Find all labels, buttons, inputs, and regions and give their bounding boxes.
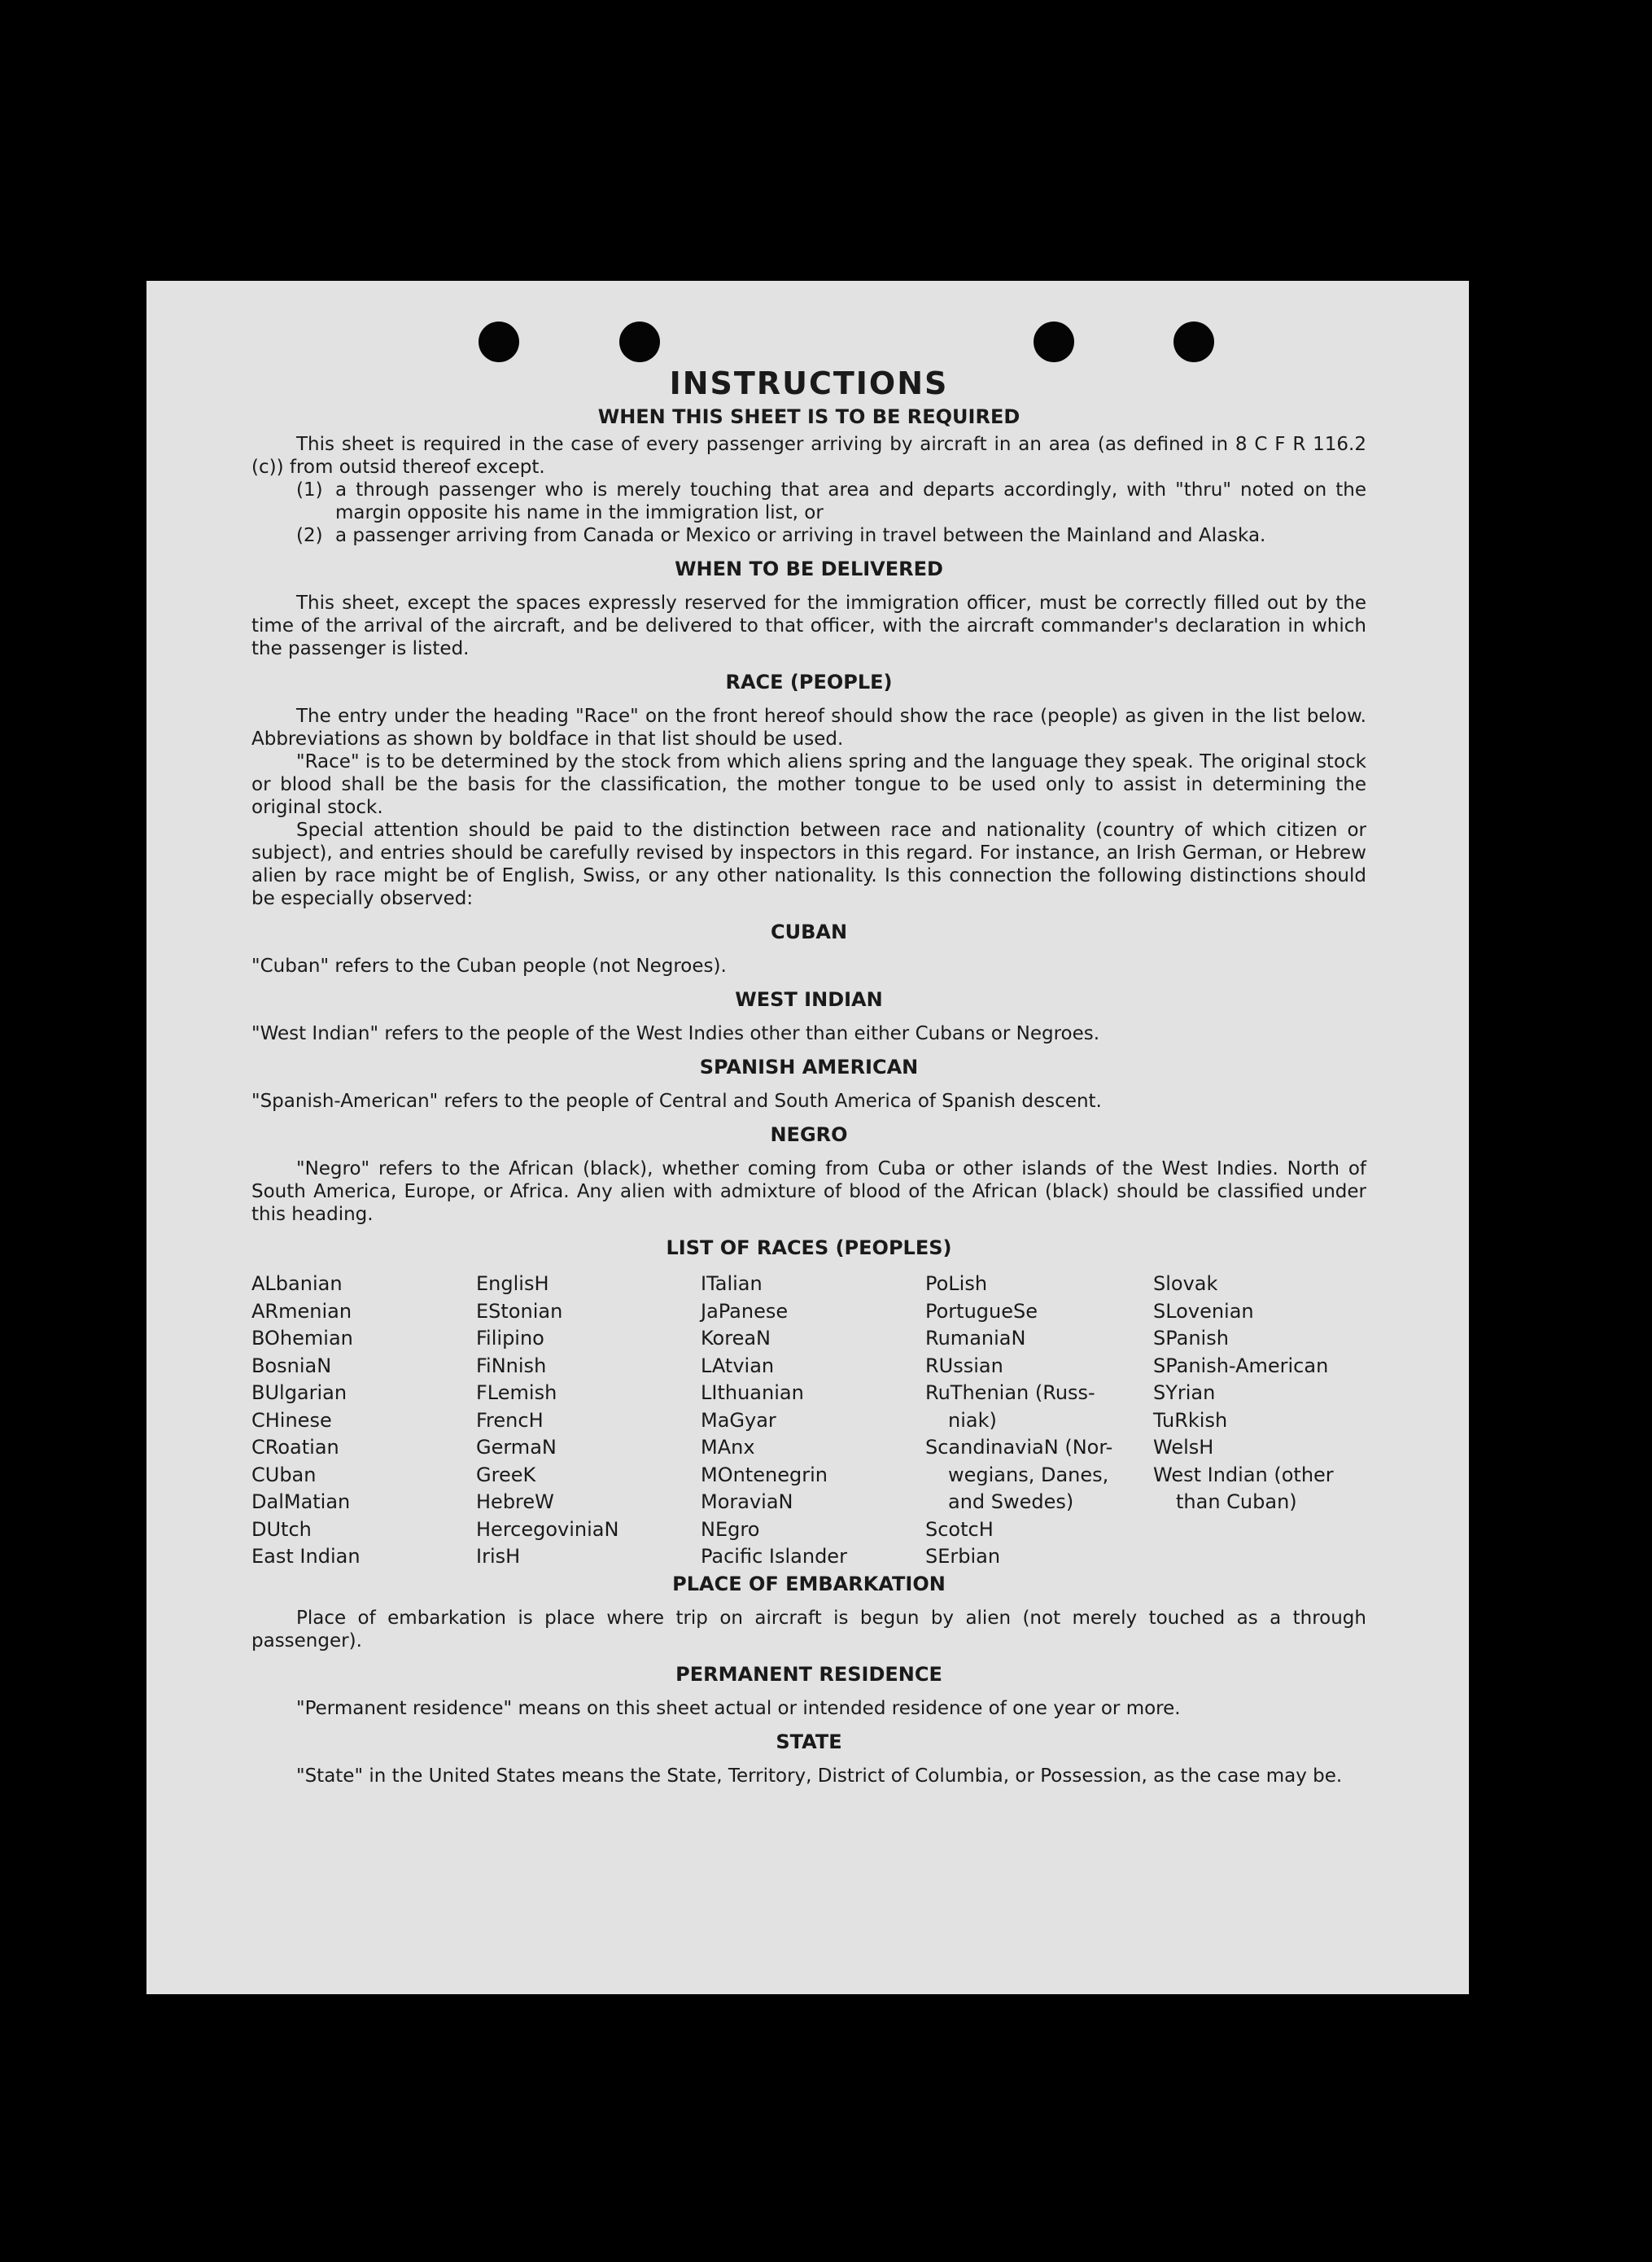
heading-spanish-american: SPANISH AMERICAN [699,1056,919,1078]
race-entry: FrencH [476,1408,544,1432]
heading-when-delivered: WHEN TO BE DELIVERED [675,558,943,580]
race-entry: SPanish-American [1153,1354,1329,1377]
race-entry: Slovak [1153,1272,1218,1295]
race-entry: SPanish [1153,1327,1229,1350]
heading-embarkation: PLACE OF EMBARKATION [672,1572,946,1595]
race-entry: EStonian [476,1299,563,1323]
race-entry: ARmenian [251,1299,352,1323]
heading-list-of-races: LIST OF RACES (PEOPLES) [666,1236,952,1259]
spanish-american-text: "Spanish-American" refers to the people of Central and South America of Spanish descent. [251,1091,1102,1112]
instructions-content [251,365,1366,1787]
race-entry: RuThenian (Russ- [925,1381,1095,1404]
race-entry: WelsH [1153,1436,1214,1459]
punch-hole [1034,322,1074,362]
west-indian-text: "West Indian" refers to the people of the West Indies other than either Cubans or Negroes. [251,1023,1100,1044]
races-column [701,1271,925,1571]
race-entry: than Cuban) [1176,1490,1297,1513]
race-entry: wegians, Danes, [948,1463,1109,1486]
race-entry: HebreW [476,1490,554,1513]
page-title: INSTRUCTIONS [669,365,949,401]
race-paragraph: Special attention should be paid to the distinction between race and nationality (country of which citizen or subject), and entries should be carefully revised by inspectors in this regard. For instance, an Irish German, or Hebrew alien by race might be of English, Swiss, or any other nationality. Is this connection the following distinctions should be especially observed: [251,820,1366,909]
when-delivered-text: This sheet, except the spaces expressly reserved for the immigration officer, must be correctly filled out by the time of the arrival of the aircraft, and be delivered to that officer, with the aircraft commander's declaration in which the passenger is listed. [251,593,1366,659]
race-entry: niak) [948,1408,997,1432]
residence-text: "Permanent residence" means on this sheet actual or intended residence of one year or more. [296,1697,1181,1719]
heading-when-required: WHEN THIS SHEET IS TO BE REQUIRED [597,405,1020,428]
race-entry: RUssian [925,1354,1003,1377]
exception-list [296,479,1366,547]
heading-negro: NEGRO [770,1123,848,1146]
race-entry: EnglisH [476,1272,549,1295]
race-entry: SLovenian [1153,1299,1254,1323]
race-entry: and Swedes) [948,1490,1074,1513]
races-column [1153,1271,1366,1571]
races-column [251,1271,476,1571]
heading-cuban: CUBAN [770,921,848,943]
heading-permanent-residence: PERMANENT RESIDENCE [675,1662,942,1686]
race-entry: KoreaN [701,1327,771,1350]
race-entry: ScotcH [925,1517,994,1541]
race-entry: PoLish [925,1272,988,1295]
race-paragraph: "Race" is to be determined by the stock from which aliens spring and the language they speak. The original stock or blood shall be the basis for the classification, the mother tongue to be used only to assist in determining the original stock. [251,751,1366,818]
exception-item: (1) a through passenger who is merely touching that area and departs accordingly, with "thru" noted on the margin opposite his name in the immigration list, or [296,479,1366,523]
races-column [925,1271,1153,1571]
race-entry: GermaN [476,1436,557,1459]
race-entry: SErbian [925,1545,1001,1568]
race-entry: GreeK [476,1463,536,1486]
race-entry: ITalian [701,1272,763,1295]
race-entry: MOntenegrin [701,1463,828,1486]
state-text: "State" in the United States means the State, Territory, District of Columbia, or Possession, as the case may be. [296,1765,1343,1787]
race-entry: BUlgarian [251,1381,347,1404]
race-entry: PortugueSe [925,1299,1038,1323]
races-column [476,1271,701,1571]
heading-west-indian: WEST INDIAN [735,988,883,1011]
when-required-text: This sheet is required in the case of every passenger arriving by aircraft in an area (as defined in 8 C F R 116.2 (c)) from outsid thereof except. [251,434,1366,478]
race-entry: MAnx [701,1436,755,1459]
race-entry: DalMatian [251,1490,351,1513]
race-entry: SYrian [1153,1381,1216,1404]
race-entry: RumaniaN [925,1327,1026,1350]
race-entry: TuRkish [1153,1408,1228,1432]
race-entry: Filipino [476,1327,544,1350]
embarkation-text: Place of embarkation is place where trip on aircraft is begun by alien (not merely touched as a through passenger). [251,1607,1366,1652]
race-entry: FiNnish [476,1354,547,1377]
race-entry: ScandinaviaN (Nor- [925,1436,1113,1459]
exception-item: (2) a passenger arriving from Canada or Mexico or arriving in travel between the Mainland and Alaska. [296,525,1266,546]
race-entry: HercegoviniaN [476,1517,619,1541]
race-entry: CRoatian [251,1436,339,1459]
punch-hole [1173,322,1214,362]
negro-text: "Negro" refers to the African (black), whether coming from Cuba or other islands of the West Indies. North of South America, Europe, or Africa. Any alien with admixture of blood of the African (black) should be classified under this heading. [251,1158,1366,1225]
race-entry: West Indian (other [1153,1463,1334,1486]
heading-race: RACE (PEOPLE) [725,671,893,693]
race-entry: LIthuanian [701,1381,804,1404]
race-entry: LAtvian [701,1354,775,1377]
race-entry: NEgro [701,1517,760,1541]
race-entry: JaPanese [701,1299,789,1323]
race-entry: FLemish [476,1381,557,1404]
race-entry: CUban [251,1463,317,1486]
heading-state: STATE [776,1730,842,1753]
race-entry: BosniaN [251,1354,332,1377]
race-paragraph: The entry under the heading "Race" on the front hereof should show the race (people) as given in the list below. Abbreviations as shown by boldface in that list should be used. [251,706,1366,750]
race-entry: ALbanian [251,1272,343,1295]
races-list [251,1271,1366,1571]
race-entry: MaGyar [701,1408,776,1432]
race-entry: BOhemian [251,1327,353,1350]
race-entry: MoraviaN [701,1490,793,1513]
race-entry: CHinese [251,1408,332,1432]
race-entry: East Indian [251,1545,361,1568]
race-entry: DUtch [251,1517,312,1541]
punch-hole [619,322,660,362]
race-entry: Pacific Islander [701,1545,847,1568]
document-sheet [146,281,1469,1994]
punch-hole [479,322,519,362]
race-entry: IrisH [476,1545,521,1568]
cuban-text: "Cuban" refers to the Cuban people (not Negroes). [251,956,727,977]
